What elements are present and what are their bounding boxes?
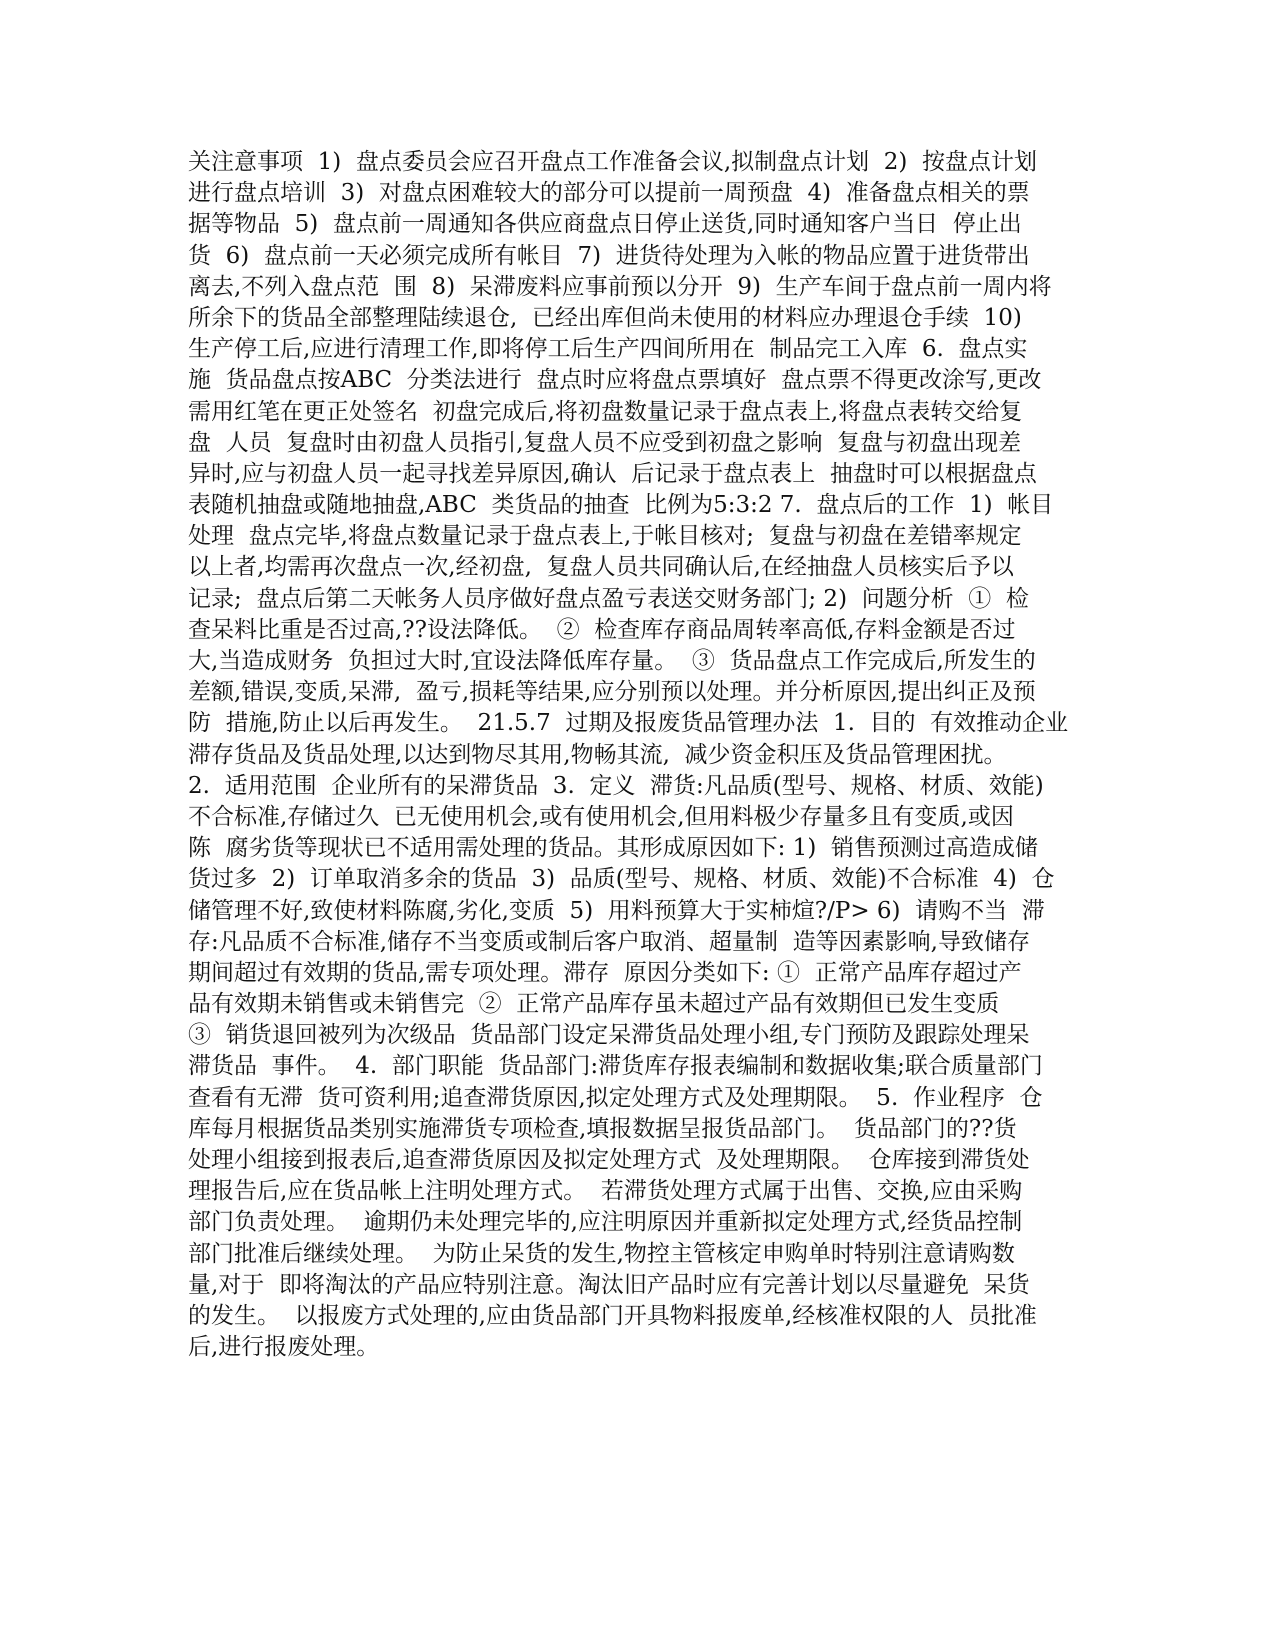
text-line: 滞货品 事件。 4. 部门职能 货品部门:滞货库存报表编制和数据收集;联合质量部门 — [188, 1053, 1043, 1080]
text-line: 施 货品盘点按ABC 分类法进行 盘点时应将盘点票填好 盘点票不得更改涂写,更改 — [188, 367, 1042, 394]
text-line: 盘 人员 复盘时由初盘人员指引,复盘人员不应受到初盘之影响 复盘与初盘出现差 — [188, 429, 1022, 456]
text-line: 需用红笔在更正处签名 初盘完成后,将初盘数量记录于盘点表上,将盘点表转交给复 — [188, 398, 1023, 425]
text-line: 的发生。 以报废方式处理的,应由货品部门开具物料报废单,经核准权限的人 员批准 — [188, 1302, 1037, 1329]
body-text — [188, 147, 1098, 1363]
text-line: 查呆料比重是否过高,??设法降低。 ② 检查库存商品周转率高低,存料金额是否过 — [188, 616, 1016, 643]
text-line: 陈 腐劣货等现状已不适用需处理的货品。其形成原因如下: 1) 销售预测过高造成储 — [188, 835, 1038, 862]
text-line: 理报告后,应在货品帐上注明处理方式。 若滞货处理方式属于出售、交换,应由采购 — [188, 1178, 1023, 1205]
text-line: 部门负责处理。 逾期仍未处理完毕的,应注明原因并重新拟定处理方式,经货品控制 — [188, 1209, 1023, 1236]
text-line: 关注意事项 1) 盘点委员会应召开盘点工作准备会议,拟制盘点计划 2) 按盘点计划 — [188, 149, 1038, 175]
text-line: 表随机抽盘或随地抽盘,ABC 类货品的抽查 比例为5:3:2 7. 盘点后的工作 1) 帐目 — [188, 492, 1054, 519]
text-line: 后,进行报废处理。 — [188, 1334, 380, 1361]
text-line: 据等物品 5) 盘点前一周通知各供应商盘点日停止送货,同时通知客户当日 停止出 — [188, 211, 1022, 238]
text-line: 库每月根据货品类别实施滞货专项检查,填报数据呈报货品部门。 货品部门的??货 — [188, 1115, 1017, 1142]
text-line: 储管理不好,致使材料陈腐,劣化,变质 5) 用料预算大于实柿煊?/P> 6) 请购不当 滞 — [188, 897, 1045, 924]
text-line: 品有效期未销售或未销售完 ② 正常产品库存虽未超过产品有效期但已发生变质 — [188, 991, 1000, 1018]
text-line: 处理小组接到报表后,追查滞货原因及拟定处理方式 及处理期限。 仓库接到滞货处 — [188, 1147, 1030, 1173]
text-line: 大,当造成财务 负担过大时,宜设法降低库存量。 ③ 货品盘点工作完成后,所发生的 — [188, 648, 1036, 674]
text-line: 所余下的货品全部整理陆续退仓, 已经出库但尚未使用的材料应办理退仓手续 10) — [188, 304, 1022, 331]
text-line: 生产停工后,应进行清理工作,即将停工后生产四间所用在 制品完工入库 6. 盘点实 — [188, 336, 1028, 363]
text-line: 不合标准,存储过久 已无使用机会,或有使用机会,但用料极少存量多且有变质,或因 — [188, 803, 1014, 830]
text-line: 滞存货品及货品处理,以达到物尽其用,物畅其流, 减少资金积压及货品管理困扰。 — [188, 741, 1007, 768]
text-line: 量,对于 即将淘汰的产品应特别注意。淘汰旧产品时应有完善计划以尽量避免 呆货 — [188, 1271, 1030, 1298]
text-line: 货 6) 盘点前一天必须完成所有帐目 7) 进货待处理为入帐的物品应置于进货带出 — [188, 242, 1030, 269]
text-line: 查看有无滞 货可资利用;追查滞货原因,拟定处理方式及处理期限。 5. 作业程序 仓 — [188, 1084, 1043, 1111]
text-line: 期间超过有效期的货品,需专项处理。滞存 原因分类如下: ① 正常产品库存超过产 — [188, 959, 1022, 986]
text-line: 货过多 2) 订单取消多余的货品 3) 品质(型号、规格、材质、效能)不合标准 4) 仓 — [188, 866, 1055, 893]
text-line: 离去,不列入盘点范 围 8) 呆滞废料应事前预以分开 9) 生产车间于盘点前一周内将 — [188, 273, 1052, 300]
text-line: 处理 盘点完毕,将盘点数量记录于盘点表上,于帐目核对; 复盘与初盘在差错率规定 — [188, 523, 1022, 550]
text-line: 差额,错误,变质,呆滞, 盈亏,损耗等结果,应分别预以处理。并分析原因,提出纠正及预 — [188, 679, 1036, 706]
text-line: 2. 适用范围 企业所有的呆滞货品 3. 定义 滞货:凡品质(型号、规格、材质、效能) — [188, 772, 1044, 799]
text-line: 以上者,均需再次盘点一次,经初盘, 复盘人员共同确认后,在经抽盘人员核实后予以 — [188, 554, 1014, 581]
text-line: 存:凡品质不合标准,储存不当变质或制后客户取消、超量制 造等因素影响,导致储存 — [188, 928, 1030, 955]
text-line: 异时,应与初盘人员一起寻找差异原因,确认 后记录于盘点表上 抽盘时可以根据盘点 — [188, 460, 1037, 487]
text-line: 部门批准后继续处理。 为防止呆货的发生,物控主管核定申购单时特别注意请购数 — [188, 1240, 1015, 1267]
text-line: 进行盘点培训 3) 对盘点困难较大的部分可以提前一周预盘 4) 准备盘点相关的票 — [188, 180, 1030, 207]
text-line: ③ 销货退回被列为次级品 货品部门设定呆滞货品处理小组,专门预防及跟踪处理呆 — [188, 1022, 1030, 1049]
text-line: 防 措施,防止以后再发生。 21.5.7 过期及报废货品管理办法 1. 目的 有效推动企业 — [188, 710, 1069, 737]
text-line: 记录; 盘点后第二天帐务人员序做好盘点盈亏表送交财务部门; 2) 问题分析 ① 检 — [188, 585, 1029, 612]
